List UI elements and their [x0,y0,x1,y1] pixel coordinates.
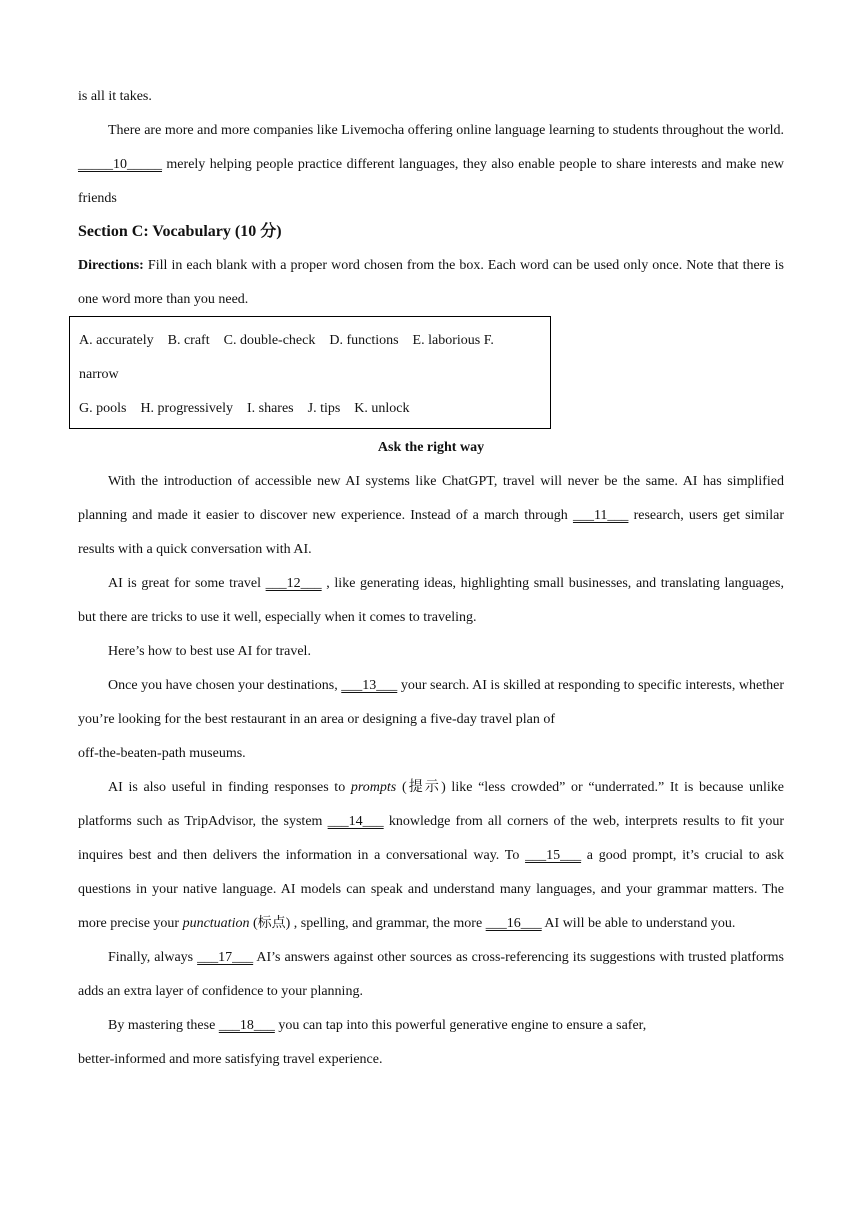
text: merely helping people practice different languages, they also enable people to share interests and make new friends [78,157,785,206]
article-paragraph-5 [78,771,784,941]
article [78,431,784,1077]
previous-passage [78,80,784,216]
article-paragraph-7 [78,1009,784,1043]
text: (提示) like “less crowded” or “underrated.” It is because unlike platforms such as TripAdvisor, the system [78,780,785,829]
text: , like generating ideas, highlighting small businesses, and translating languages, but there are tricks to use it well, especially when it comes to traveling. [78,576,784,625]
directions-label: Directions: [78,258,144,273]
blank-16[interactable]: ___16___ [485,916,542,931]
section-heading: Section C: Vocabulary (10 分) [78,223,282,240]
article-title: Ask the right way [377,440,485,455]
continued-line: is all it takes. [78,89,152,104]
text: AI’s answers against other sources as cross-referencing its suggestions with trusted platforms adds an extra layer of confidence to your planning. [78,950,785,999]
text: With the introduction of accessible new AI systems like ChatGPT, travel will never be the same. AI has simplified planning and made it easier to discover new experience. Instead of a march through [78,474,784,523]
text: knowledge from all corners of the web, interprets results to fit your inquires best and then delivers the information in a conversational way. To [78,814,785,863]
article-paragraph-2 [78,567,784,635]
article-paragraph-3: Here’s how to best use AI for travel. [108,644,311,659]
text: AI is also useful in finding responses to [108,780,346,795]
blank-15[interactable]: ___15___ [525,848,582,863]
text: research, users get similar results with a quick conversation with AI. [78,508,785,557]
article-paragraph-1 [78,465,784,567]
blank-18[interactable]: ___18___ [218,1018,275,1033]
word-box-line-1: A. accurately B. craft C. double-check D. functions E. laborious F. [79,333,494,348]
text: AI is great for some travel [108,576,261,591]
word-box-line-3: G. pools H. progressively I. shares J. tips K. unlock [79,401,410,416]
directions-text: Fill in each blank with a proper word chosen from the box. Each word can be used only once. Note that there is one word more than you need. [78,258,784,307]
directions [78,249,784,317]
blank-11[interactable]: ___11___ [572,508,629,523]
text: you can tap into this powerful generative engine to ensure a safer, [278,1018,647,1033]
text: your search. AI is skilled at responding to specific interests, whether you’re looking for the best restaurant in an area or designing a five-day travel plan of [78,678,785,727]
blank-14[interactable]: ___14___ [327,814,384,829]
text: Once you have chosen your destinations, [108,678,338,693]
word-box-line-2: narrow [79,367,119,382]
article-paragraph-6 [78,941,784,1009]
paragraph-livemocha [78,114,784,216]
italic-term-prompts: prompts [350,780,397,795]
text: (标点) , spelling, and grammar, the more [252,916,483,931]
text: AI will be able to understand you. [544,916,736,931]
blank-17[interactable]: ___17___ [197,950,254,965]
text: By mastering these [108,1018,216,1033]
text: There are more and more companies like Livemocha offering online language learning to students throughout the world. [108,123,784,138]
article-paragraph-4-end: off-the-beaten-path museums. [78,746,246,761]
blank-12[interactable]: ___12___ [265,576,322,591]
text: a good prompt, it’s crucial to ask questions in your native language. AI models can speak and understand many languages, and your grammar matters. The more precise your [78,848,785,931]
word-box [69,316,551,429]
italic-term-punctuation: punctuation [182,916,250,931]
blank-10[interactable]: _____10_____ [78,157,162,172]
text: Finally, always [108,950,194,965]
article-paragraph-7-end: better-informed and more satisfying travel experience. [78,1052,383,1067]
article-paragraph-4 [78,669,784,737]
section-c [78,215,784,317]
blank-13[interactable]: ___13___ [341,678,398,693]
